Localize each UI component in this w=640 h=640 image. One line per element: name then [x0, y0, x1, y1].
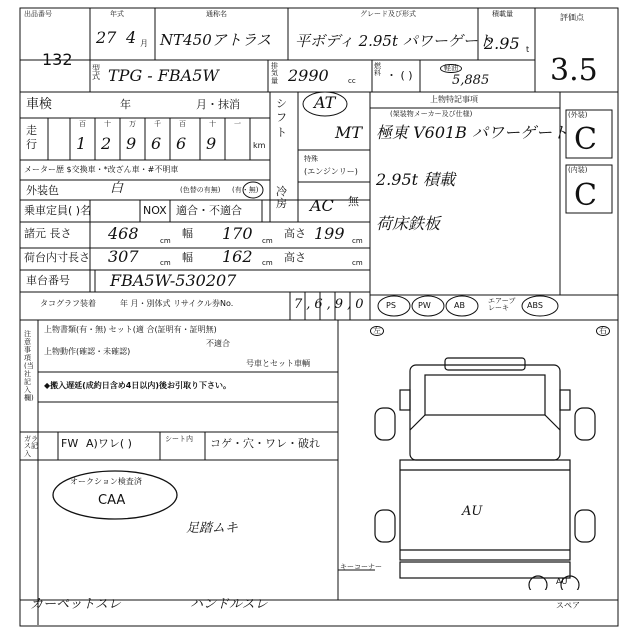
recycle-value: 7,6,9,0 — [294, 297, 368, 312]
nox-value: 適合・不適合 — [176, 204, 242, 217]
exterior-grade: C — [574, 122, 597, 157]
remarks-side-label: 注意事項(当社記入欄) — [24, 330, 34, 403]
displacement: 2990 — [288, 66, 329, 85]
remarks-row2b: 号車とセット車輌 — [246, 359, 310, 368]
ac-option[interactable]: AC — [310, 196, 334, 215]
mileage-digit: 6 — [151, 134, 162, 153]
bed-length-value: 307 — [108, 247, 139, 266]
capacity-unit: t — [526, 45, 530, 54]
height-unit: cm — [352, 237, 363, 245]
model-name: NT450アトラス — [160, 31, 272, 49]
year-value: 27 — [96, 28, 117, 47]
recycle-label: 年 月・別体式 リサイクル券No. — [120, 299, 234, 308]
equip-ps: PS — [386, 301, 396, 310]
lot-label: 出品番号 — [24, 10, 52, 18]
exterior-color-label: 外装色 — [26, 184, 59, 197]
width-value: 170 — [222, 224, 253, 243]
equip-air-brake: エアーブレーキ — [488, 297, 516, 313]
remarks-warning: ◆搬入遅延(成約日含め4日以内)後お引取り下さい。 — [44, 381, 232, 390]
mileage-digit: 9 — [206, 134, 217, 153]
color-change: (有・無) — [232, 186, 259, 194]
shift-label: シフト — [276, 97, 287, 139]
interior-grade-label: (内装) — [568, 166, 588, 174]
at-option[interactable]: AT — [314, 93, 336, 112]
cooling-label: 冷房 — [276, 185, 287, 210]
type-label: 型式 — [92, 64, 100, 82]
color-change-label: (色替の有無) — [180, 186, 221, 194]
shaken-year: 年 — [120, 98, 131, 111]
type-value: TPG - FBA5W — [108, 66, 219, 85]
mileage-unit-label: 万 — [129, 120, 136, 128]
gross-weight: 5,885 — [452, 73, 490, 88]
displacement-unit: cc — [348, 77, 356, 85]
fw-label: FW — [61, 437, 79, 450]
mileage-unit-label: 一 — [234, 120, 241, 128]
handwritten-note-2: カーペットスレ — [30, 597, 121, 612]
diagram-mark-au2: AU — [556, 577, 568, 586]
length-unit: cm — [160, 237, 171, 245]
lot-number: 132 — [42, 50, 73, 69]
bed-width-unit: cm — [262, 259, 273, 267]
chassis-label: 車台番号 — [26, 274, 70, 287]
vehicle-diagram — [370, 330, 610, 590]
fuel-value: ・ ( ) — [386, 69, 413, 82]
width-label: 幅 — [182, 227, 193, 240]
length-value: 468 — [108, 224, 139, 243]
remarks-row1: 上物書類(有・無) セット(適 合(証明有・証明無) — [44, 325, 217, 334]
equip-abs: ABS — [527, 301, 543, 310]
equip-pw: PW — [418, 301, 431, 310]
bed-height-unit: cm — [352, 259, 363, 267]
month-unit: 月 — [140, 39, 148, 48]
fw-value: A)ワレ( ) — [86, 437, 132, 450]
note-line-3: 荷床鉄板 — [376, 214, 441, 233]
year-label: 年式 — [110, 10, 124, 18]
special-label: 特殊 — [304, 155, 318, 163]
fuel-label: 燃料 — [374, 62, 381, 78]
note-line-2: 2.95t 積載 — [376, 170, 456, 189]
nox-label: NOX — [143, 204, 167, 217]
none-option[interactable]: 無 — [348, 195, 359, 208]
bed-width-value: 162 — [222, 247, 253, 266]
grade: 平ボディ 2.95t パワーゲート — [295, 32, 493, 50]
bed-length-label: 荷台内寸長さ — [24, 251, 90, 264]
note-line-1: 極東 V601B パワーゲート — [376, 123, 569, 142]
spare-label: スペア — [556, 601, 580, 610]
mt-option[interactable]: MT — [335, 123, 363, 142]
notes-sublabel: (架装物メーカー及び仕様) — [390, 110, 473, 118]
mileage-digit: 6 — [176, 134, 187, 153]
capacity: 2.95 — [484, 34, 520, 53]
height-label: 高さ — [284, 227, 306, 240]
notes-label: 上物特記事項 — [430, 95, 478, 104]
exterior-grade-label: (外装) — [568, 111, 588, 119]
mileage-digit: 9 — [126, 134, 137, 153]
auction-stamp-label: オークション検査済 — [70, 477, 142, 486]
month-value: 4 — [126, 28, 137, 47]
special-value: (エンジンリー) — [304, 167, 358, 176]
shaken-label: 車検 — [26, 97, 53, 112]
grade-label: グレード及び形式 — [360, 10, 416, 18]
exterior-color: 白 — [110, 181, 124, 196]
mileage-unit: km — [253, 141, 266, 150]
displacement-label: 排気量 — [271, 62, 278, 85]
keys-label: キーコーナー — [340, 563, 382, 571]
width-unit: cm — [262, 237, 273, 245]
chassis-value: FBA5W-530207 — [110, 271, 237, 290]
diagram-right-label: 右 — [596, 326, 610, 336]
mileage-label: 走行 — [26, 124, 37, 152]
bed-length-unit: cm — [160, 259, 171, 267]
capacity-label: 積載量 — [492, 10, 513, 18]
shaken-month: 月・抹消 — [196, 98, 240, 111]
mileage-digit: 2 — [101, 134, 112, 153]
fuel-type: 軽油 — [440, 64, 462, 73]
diagram-mark-au: AU — [462, 504, 483, 519]
fw-side-label: ガラス記入 — [24, 435, 38, 458]
mileage-unit-label: 十 — [209, 120, 216, 128]
bed-height-label: 高さ — [284, 251, 306, 264]
mileage-unit-label: 百 — [79, 120, 86, 128]
mileage-unit-label: 千 — [154, 120, 161, 128]
handwritten-note-3: ハンドルスレ — [190, 597, 268, 612]
equip-ab: AB — [454, 301, 465, 310]
remarks-row1b: 不適合 — [206, 339, 230, 348]
auction-stamp: CAA — [98, 493, 126, 508]
interior-grade: C — [574, 178, 597, 213]
remarks-row2: 上物動作(確認・未確認) — [44, 347, 131, 356]
height-value: 199 — [314, 224, 345, 243]
seat-label: シート内 — [165, 435, 193, 443]
score-label: 評価点 — [560, 13, 584, 22]
mileage-digit: 1 — [76, 134, 87, 153]
seat-value: コゲ・穴・ワレ・破れ — [210, 437, 320, 450]
tacho-label: タコグラフ装着 — [40, 299, 96, 308]
handwritten-note-1: 足踏ムキ — [186, 521, 239, 536]
diagram-left-label: 左 — [370, 326, 384, 336]
mileage-unit-label: 十 — [104, 120, 111, 128]
score: 3.5 — [550, 53, 598, 88]
mileage-unit-label: 百 — [179, 120, 186, 128]
meter-note: メーター歴 $交換車・*改ざん車・#不明車 — [24, 165, 179, 174]
length-label: 諸元 長さ — [24, 227, 72, 240]
bed-width-label: 幅 — [182, 251, 193, 264]
passenger-label: 乗車定員( )名 — [24, 204, 92, 217]
model-name-label: 通称名 — [206, 10, 227, 18]
